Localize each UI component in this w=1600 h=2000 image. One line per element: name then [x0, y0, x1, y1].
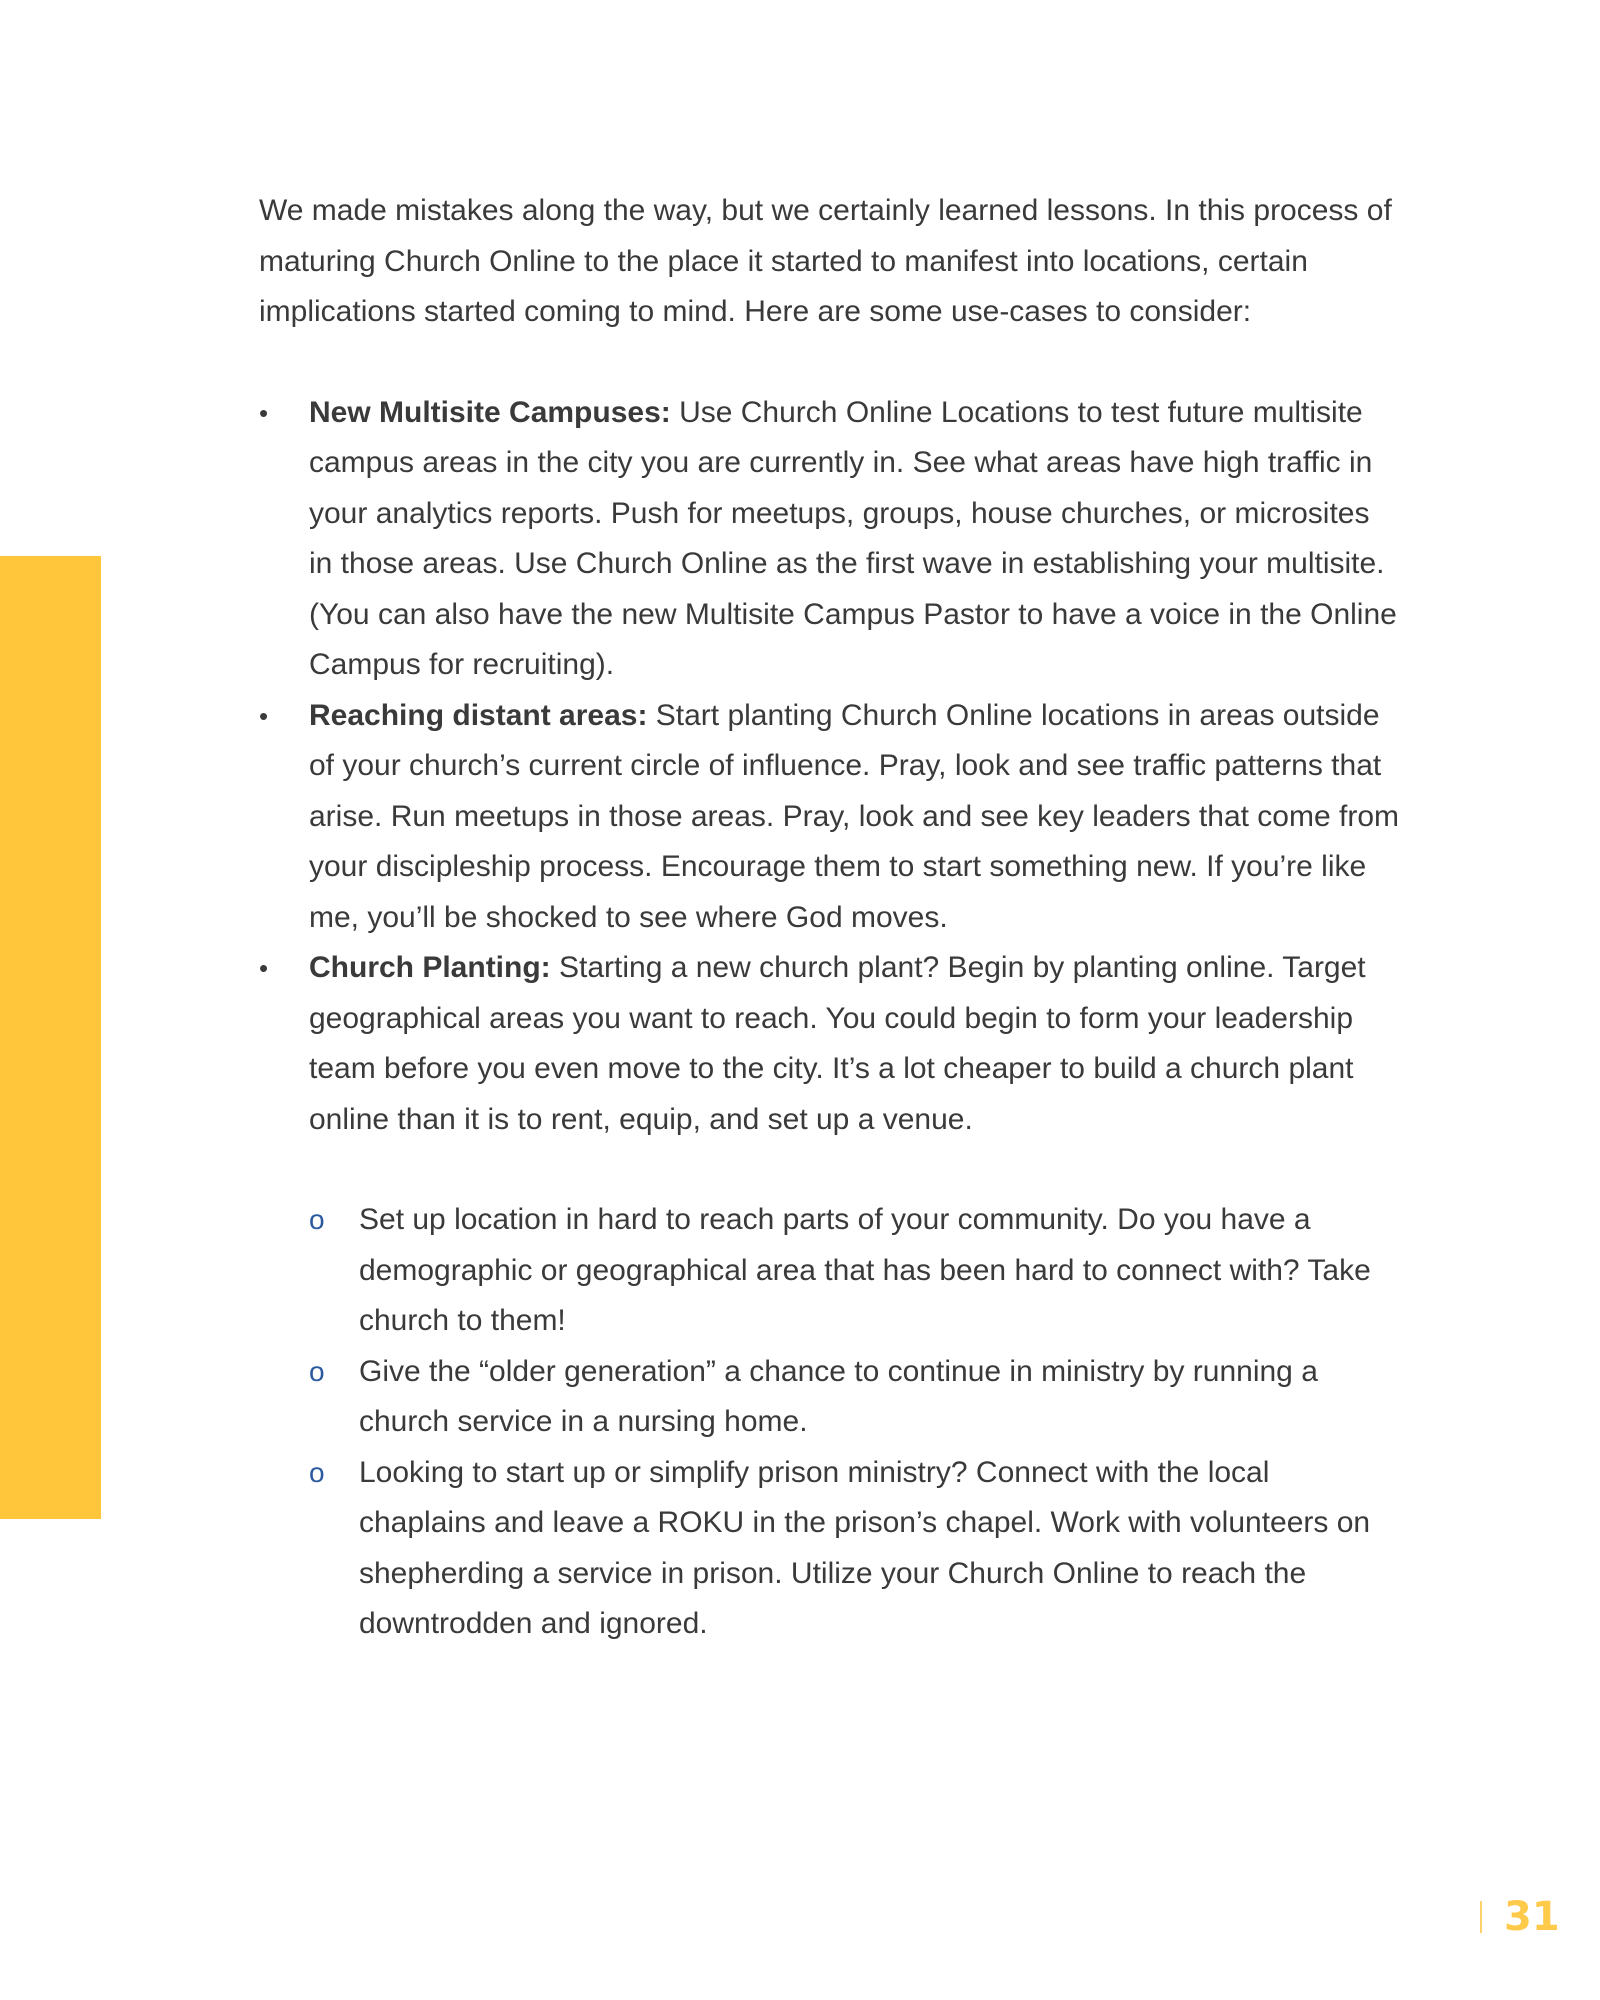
- accent-side-bar: [0, 556, 101, 1519]
- bullet-icon: •: [259, 953, 269, 983]
- sub-list-item-text: Set up location in hard to reach parts of your community. Do you have a demographic or geographical area that has been hard to connect with? Take church to them!: [359, 1203, 1371, 1337]
- page-body: [259, 186, 1399, 1650]
- sub-list-item-text: Give the “older generation” a chance to continue in ministry by running a church service in a nursing home.: [359, 1354, 1318, 1438]
- circle-bullet-icon: o: [309, 1355, 325, 1387]
- list-item-text: Starting a new church plant? Begin by planting online. Target geographical areas you want to reach. You could begin to form your leadership team before you even move to the city. It’s a lot cheaper to build a church plant online than it is to rent, equip, and set up a venue.: [309, 951, 1366, 1136]
- list-item-church-planting: [259, 943, 1399, 1650]
- page-number-divider: [1480, 1901, 1482, 1933]
- use-case-list: [259, 388, 1399, 1650]
- sub-list-item: [309, 1448, 1399, 1650]
- page-number: 31: [1504, 1894, 1560, 1940]
- church-planting-sub-list: [309, 1195, 1399, 1650]
- list-item-title: New Multisite Campuses:: [309, 395, 671, 429]
- sub-list-item: [309, 1347, 1399, 1448]
- circle-bullet-icon: o: [309, 1204, 325, 1235]
- list-item-title: Reaching distant areas:: [309, 698, 648, 732]
- list-item-text: Start planting Church Online locations in areas outside of your church’s current circle of influence. Pray, look and see traffic patterns that arise. Run meetups in those areas. Pray, look and see key leaders that come from your discipleship process. Encourage them to start something new. If you’re like me, you’ll be shocked to see where God moves.: [309, 698, 1399, 934]
- page-footer: [1480, 1892, 1560, 1942]
- list-item-reaching-distant-areas: [259, 691, 1399, 944]
- list-item-text: Use Church Online Locations to test future multisite campus areas in the city you are currently in. See what areas have high traffic in your analytics reports. Push for meetups, groups, house churches, or microsites in those areas. Use Church Online as the first wave in establishing your multisite. (You can also have the new Multisite Campus Pastor to have a voice in the Online Campus for recruiting).: [309, 395, 1397, 681]
- list-item-title: Church Planting:: [309, 951, 551, 984]
- bullet-icon: •: [259, 397, 269, 428]
- bullet-icon: •: [259, 700, 269, 731]
- list-item-new-multisite-campuses: [259, 388, 1399, 691]
- sub-list-item: [309, 1195, 1399, 1347]
- sub-list-item-text: Looking to start up or simplify prison ministry? Connect with the local chaplains and leave a ROKU in the prison’s chapel. Work with volunteers on shepherding a service in prison. Utilize your Church Online to reach the downtrodden and ignored.: [359, 1455, 1371, 1640]
- circle-bullet-icon: o: [309, 1456, 325, 1488]
- intro-paragraph: We made mistakes along the way, but we certainly learned lessons. In this process of maturing Church Online to the place it started to manifest into locations, certain implications started coming to mind. Here are some use-cases to consider:: [259, 194, 1392, 328]
